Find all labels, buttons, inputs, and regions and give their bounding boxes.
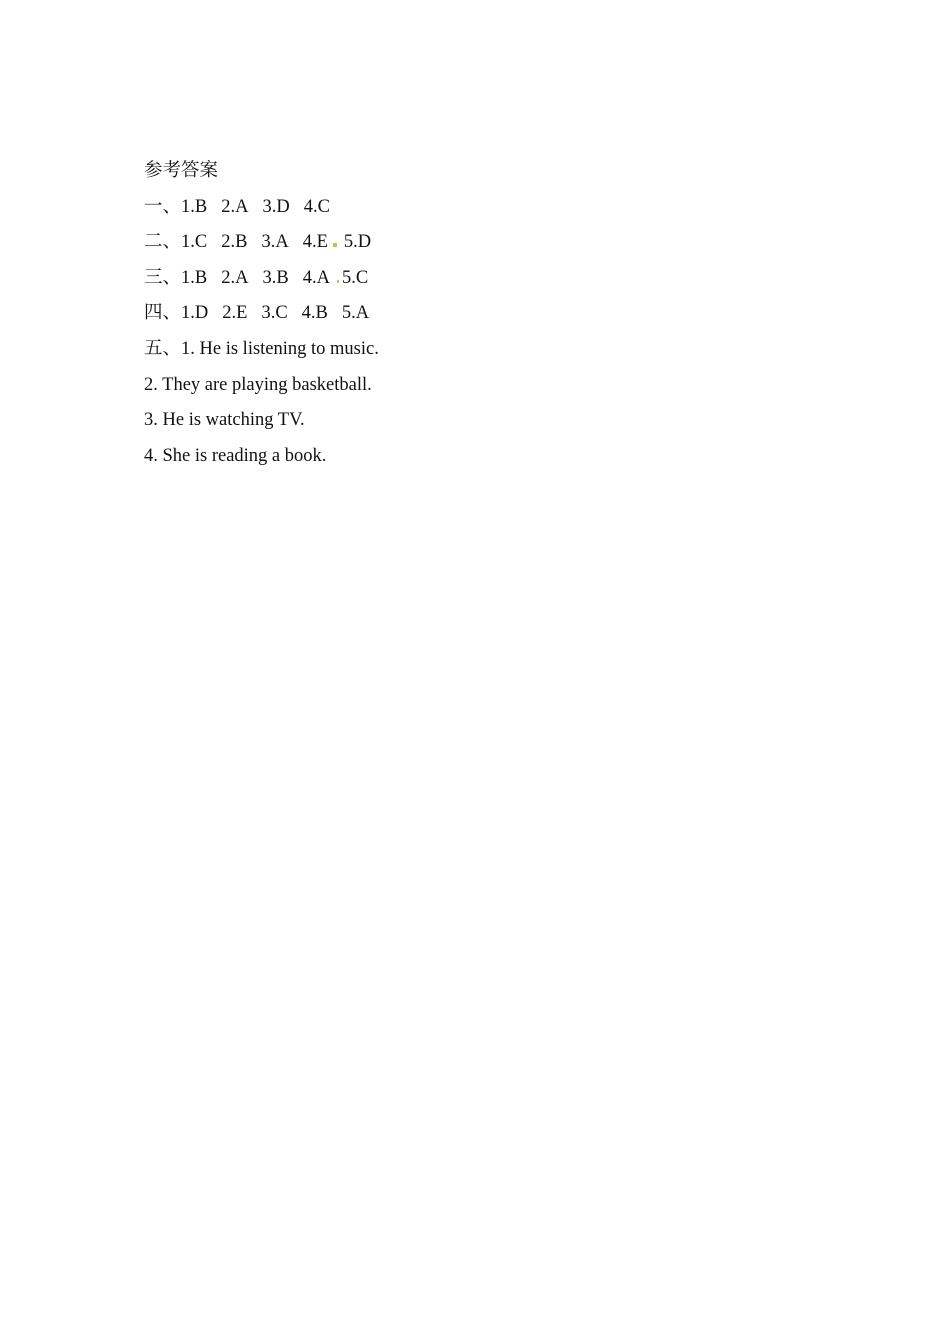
section-5	[144, 332, 804, 368]
answer: 3.D	[262, 196, 290, 217]
highlight-marker	[333, 243, 337, 247]
answer: 5.C	[341, 267, 369, 288]
answer: 2.A	[221, 196, 249, 217]
answer: 1.B	[181, 267, 208, 288]
section-1	[144, 190, 804, 226]
section-prefix: 一、	[144, 196, 182, 217]
answer: 3.B	[262, 267, 289, 288]
answer: 1.B	[181, 196, 208, 217]
answer: 2.A	[221, 267, 249, 288]
sentence-line	[144, 368, 804, 404]
sentence: 4. She is reading a book.	[144, 445, 327, 466]
section-3	[144, 261, 804, 297]
page-title: 参考答案	[144, 161, 219, 181]
sentence-line	[144, 403, 804, 439]
section-2	[144, 225, 804, 261]
answer: 2.B	[221, 232, 248, 253]
sentence: 3. He is watching TV.	[144, 410, 305, 431]
answer: 1.C	[181, 232, 208, 253]
sentence: 2. They are playing basketball.	[144, 374, 372, 395]
answer: 3.A	[261, 232, 289, 253]
answer: 3.C	[261, 303, 288, 324]
answer: 5.D	[343, 232, 372, 253]
highlight-marker	[337, 280, 339, 283]
answer: 1.D	[181, 303, 209, 324]
section-prefix: 二、	[144, 232, 182, 253]
section-prefix: 三、	[144, 267, 182, 288]
section-prefix: 五、	[144, 338, 182, 359]
answer: 4.A	[302, 267, 330, 288]
sentence-line	[144, 439, 804, 475]
answer: 4.E	[302, 232, 328, 253]
answer: 4.C	[303, 196, 330, 217]
answer: 4.B	[301, 303, 328, 324]
section-prefix: 四、	[144, 303, 182, 324]
sentence: 1. He is listening to music.	[181, 338, 379, 359]
answer: 5.A	[341, 303, 370, 324]
answer: 2.E	[222, 303, 248, 324]
section-4	[144, 296, 804, 332]
answer-key	[144, 154, 804, 474]
